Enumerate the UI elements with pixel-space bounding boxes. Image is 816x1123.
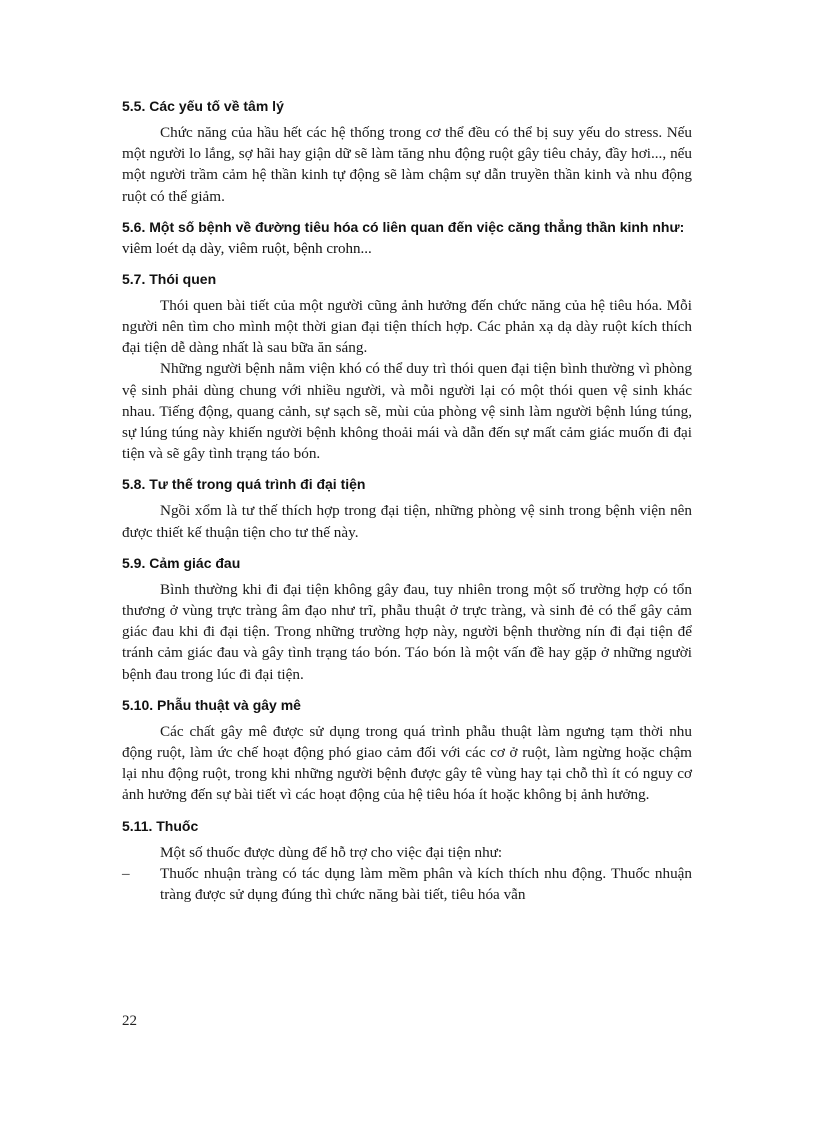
section-heading: 5.7. Thói quen (122, 270, 217, 287)
section-5-10 (122, 695, 692, 806)
section-heading: 5.11. Thuốc (122, 817, 199, 834)
paragraph: Một số thuốc được dùng để hỗ trợ cho việc đại tiện như: (160, 843, 503, 861)
document-page (122, 96, 692, 915)
paragraph: Ngồi xổm là tư thế thích hợp trong đại tiện, những phòng vệ sinh trong bệnh viện nên được thiết kế thuận tiện cho tư thế này. (122, 502, 692, 541)
section-heading-continuation: viêm loét dạ dày, viêm ruột, bệnh crohn... (122, 240, 372, 257)
section-5-8 (122, 474, 692, 542)
section-5-9 (122, 553, 692, 685)
section-heading: 5.10. Phẫu thuật và gây mê (122, 696, 301, 713)
section-heading: 5.9. Cảm giác đau (122, 554, 241, 571)
section-5-5 (122, 96, 692, 207)
list-item-text: Thuốc nhuận tràng có tác dụng làm mềm phân và kích thích nhu động. Thuốc nhuận tràng được sử dụng đúng thì chức năng bài tiết, tiêu hóa vẫn (160, 864, 692, 904)
section-heading-bold: 5.6. Một số bệnh về đường tiêu hóa có liên quan đến việc căng thẳng thần kinh như: (122, 218, 685, 235)
section-heading (122, 217, 692, 259)
bullet-dash: – (122, 864, 130, 882)
section-5-7 (122, 269, 692, 465)
paragraph: Các chất gây mê được sử dụng trong quá trình phẫu thuật làm ngưng tạm thời nhu động ruột, làm ức chế hoạt động phó giao cảm đối với các cơ ở ruột, làm ngừng hoặc chậm lại nhu động ruột, trong khi những người bệnh được gây tê vùng hay tại chỗ thì ít có nguy cơ ảnh hưởng đến sự bài tiết vì các hoạt động của hệ tiêu hóa ít hoặc không bị ảnh hưởng. (122, 722, 692, 804)
list-item (122, 863, 692, 905)
section-heading: 5.5. Các yếu tố về tâm lý (122, 98, 284, 114)
section-heading: 5.8. Tư thế trong quá trình đi đại tiện (122, 476, 366, 493)
page-number: 22 (122, 1013, 137, 1029)
paragraph: Bình thường khi đi đại tiện không gây đau, tuy nhiên trong một số trường hợp có tổn thương ở vùng trực tràng âm đạo như trĩ, phẫu thuật ở trực tràng, và sinh đẻ có thể gây cảm giác đau khi đi đại tiện. Trong những trường hợp này, người bệnh thường nín đi đại tiện để tránh cảm giác đau và gây tình trạng táo bón. Táo bón là một vấn đề hay gặp ở những người bệnh đau trong lúc đi đại tiện. (122, 580, 692, 683)
paragraph: Những người bệnh nằm viện khó có thể duy trì thói quen đại tiện bình thường vì phòng vệ sinh phải dùng chung với nhiều người, và mỗi người lại có một thói quen vệ sinh khác nhau. Tiếng động, quang cảnh, sự sạch sẽ, mùi của phòng vệ sinh làm người bệnh lúng túng, sự lúng túng này khiến người bệnh không thoải mái và dẫn đến sự mất cảm giác muốn đi đại tiện và sẽ gây tình trạng táo bón. (122, 360, 692, 463)
section-5-6 (122, 217, 692, 259)
paragraph: Chức năng của hầu hết các hệ thống trong cơ thể đều có thể bị suy yếu do stress. Nếu một người lo lắng, sợ hãi hay giận dữ sẽ làm tăng nhu động ruột gây tiêu chảy, đầy hơi..., nếu một người trầm cảm hệ thần kinh tự động sẽ làm chậm sự dẫn truyền thần kinh và nhu động ruột có thể giảm. (122, 124, 692, 205)
paragraph: Thói quen bài tiết của một người cũng ảnh hưởng đến chức năng của hệ tiêu hóa. Mỗi người nên tìm cho mình một thời gian đại tiện thích hợp. Các phản xạ dạ dày ruột kích thích đại tiện dễ dàng nhất là sau bữa ăn sáng. (122, 296, 692, 357)
section-5-11 (122, 816, 692, 906)
